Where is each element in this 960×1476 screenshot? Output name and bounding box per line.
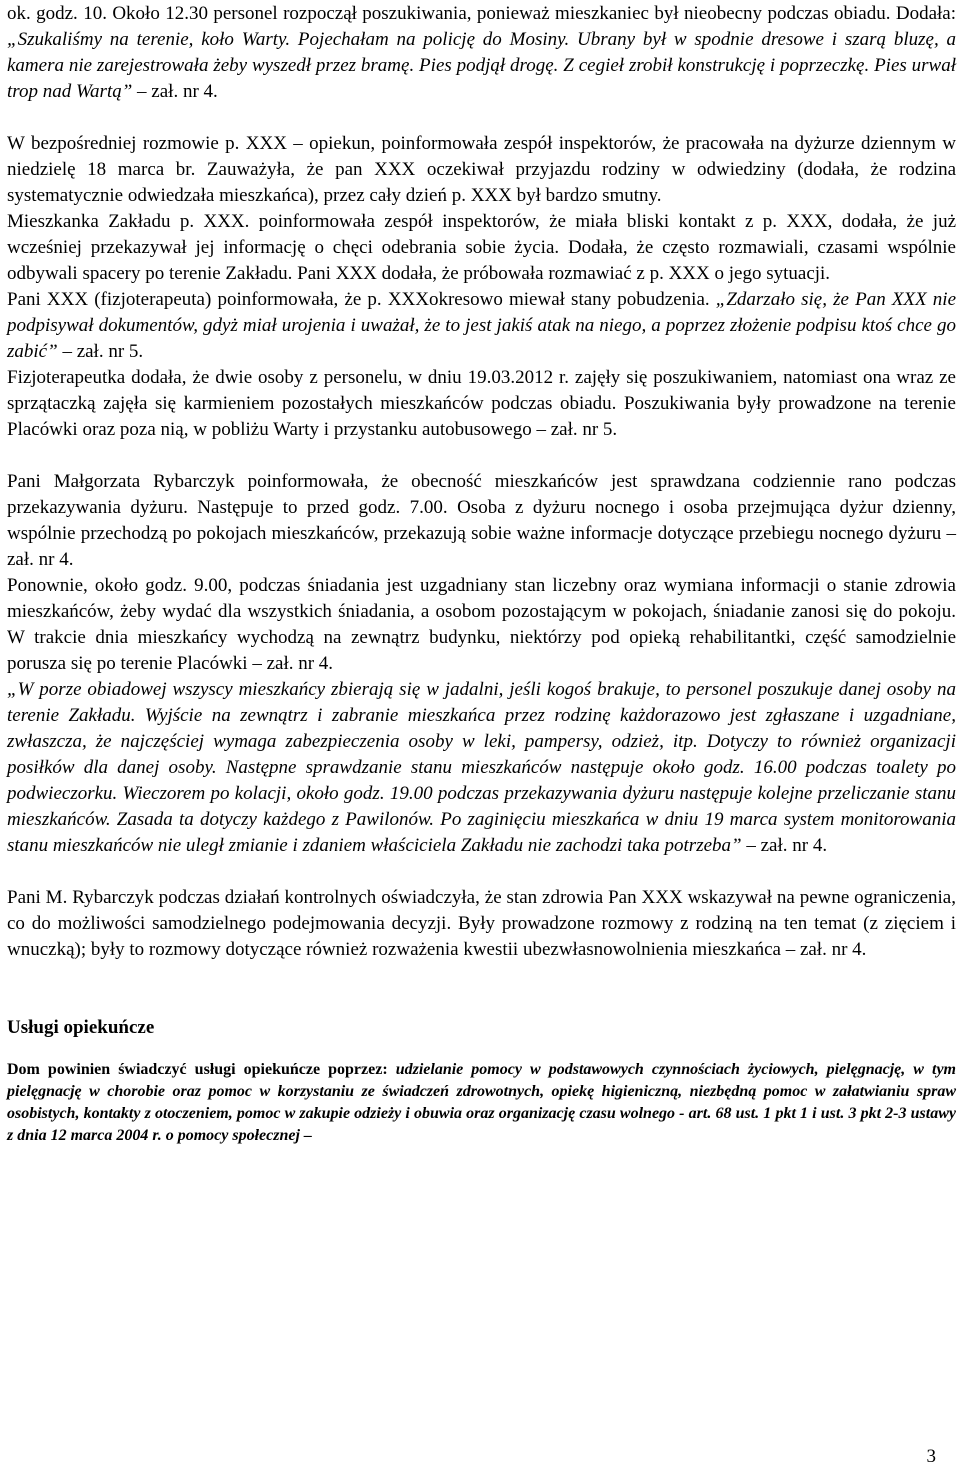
spacer: [7, 859, 956, 885]
legal-requirement: [7, 1059, 956, 1147]
section-heading: Usługi opiekuńcze: [7, 1017, 155, 1038]
legal-body: udzielanie pomocy w podstawowych czynnościach życiowych, pielęgnację, w tym pielęgnację w chorobie oraz pomoc w korzystaniu ze świadczeń zdrowotnych, opiekę higieniczną, niezbędną pomoc w załatwianiu spraw osobistych, kontakty z otoczeniem, pomoc w zakupie odzieży i obuwia oraz organizację czasu wolnego - art. 68 ust. 1 pkt 1 i ust. 3 pkt 2-3 ustawy z dnia 12 marca 2004 r. o pomocy społecznej –: [7, 1061, 956, 1144]
paragraph-physiotherapist: [7, 287, 956, 365]
legal-intro: Dom powinien świadczyć usługi opiekuńcze poprzez:: [7, 1061, 396, 1078]
document-page: [7, 1, 956, 1147]
text-run: ok. godz. 10. Około 12.30 personel rozpoczął poszukiwania, ponieważ mieszkaniec był nieobecny podczas obiadu. Dodała:: [7, 3, 956, 24]
attachment-ref: – zał. nr 4.: [741, 835, 828, 856]
page-number: 3: [926, 1446, 936, 1467]
attachment-ref: – zał. nr 5.: [57, 341, 144, 362]
paragraph-search-details: Fizjoterapeutka dodała, że dwie osoby z personelu, w dniu 19.03.2012 r. zajęły się poszukiwaniem, natomiast ona wraz ze sprzątaczką zajęła się karmieniem pozostałych mieszkańców podczas obiadu. Poszukiwania były prowadzone na terenie Placówki oraz poza nią, w pobliżu Warty i przystanku autobusowego – zał. nr 5.: [7, 367, 956, 440]
spacer: [7, 443, 956, 469]
quote-italic: „Szukaliśmy na terenie, koło Warty. Pojechałam na policję do Mosiny. Ubrany był w spodnie dresowe i szarą bluzę, a kamera nie zarejestrowała żeby wyszedł przez bramę. Pies podjął drogę. Z cegieł zrobił konstrukcję i poprzeczkę. Pies urwał trop nad Wartą”: [7, 29, 956, 102]
attachment-ref: – zał. nr 4.: [132, 81, 218, 102]
paragraph-search-account: [7, 1, 956, 105]
paragraph-resident-statement: Mieszkanka Zakładu p. XXX. poinformowała zespół inspektorów, że miała bliski kontakt z p. XXX, dodała, że już wcześniej przekazywał jej informację o chęci odebrania sobie życia. Dodała, że często rozmawiali, czasami wspólnie odbywali spacery po terenie Zakładu. Pani XXX dodała, że próbowała rozmawiać z p. XXX o jego sytuacji.: [7, 211, 956, 284]
paragraph-health-state: Pani M. Rybarczyk podczas działań kontrolnych oświadczyła, że stan zdrowia Pan XXX wskazywał na pewne ograniczenia, co do możliwości samodzielnego podejmowania decyzji. Były prowadzone rozmowy z rodziną na ten temat (z zięciem i wnuczką); były to rozmowy dotyczące również rozważenia kwestii ubezwłasnowolnienia mieszkańca – zał. nr 4.: [7, 887, 956, 960]
quote-italic: „W porze obiadowej wszyscy mieszkańcy zbierają się w jadalni, jeśli kogoś brakuje, to personel poszukuje danej osoby na terenie Zakładu. Wyjście na zewnątrz i zabranie mieszkańca przez rodzinę każdorazowo jest zgłaszane i uzgadniane, zwłaszcza, że najczęściej wymaga zabezpieczenia osoby w leki, pampersy, odzież, itp. Dotyczy to również organizacji posiłków dla danej osoby. Następne sprawdzanie stanu mieszkańców następuje około godz. 16.00 podczas toalety po podwieczorku. Wieczorem po kolacji, około godz. 19.00 podczas przekazywania dyżuru następuje kolejne przeliczanie stanu mieszkańców. Zasada ta dotyczy każdego z Pawilonów. Po zaginięciu mieszkańca w dniu 19 marca system monitorowania stanu mieszkańców nie uległ zmianie i zdaniem właściciela Zakładu nie zachodzi taka potrzeba”: [7, 679, 956, 856]
paragraph-attendance-check: Pani Małgorzata Rybarczyk poinformowała, że obecność mieszkańców jest sprawdzana codziennie rano podczas przekazywania dyżuru. Następuje to przed godz. 7.00. Osoba z dyżuru nocnego i osoba przejmująca dyżur dzienny, wspólnie przechodzą po pokojach mieszkańców, przekazują sobie ważne informacje dotyczące przebiegu nocnego dyżuru –zał. nr 4.: [7, 471, 956, 570]
spacer: [7, 105, 956, 131]
paragraph-lunch-procedure: [7, 677, 956, 859]
spacer: [7, 963, 956, 1015]
text-run: Pani XXX (fizjoterapeuta) poinformowała, że p. XXXokresowo miewał stany pobudzenia.: [7, 289, 716, 310]
paragraph-breakfast-check: Ponownie, około godz. 9.00, podczas śniadania jest uzgadniany stan liczebny oraz wymiana informacji o stanie zdrowia mieszkańców, żeby wydać dla wszystkich śniadania, a osobom pozostającym w pokojach, śniadanie zanosi się do pokoju. W trakcie dnia mieszkańcy wychodzą na zewnątrz budynku, niektórzy pod opieką rehabilitantki, część samodzielnie porusza się po terenie Placówki – zał. nr 4.: [7, 575, 956, 674]
quote-italic: „Zdarzało się, że Pan XXX nie podpisywał dokumentów, gdyż miał urojenia i uważał, że to jest jakiś atak na niego, a poprzez złożenie podpisu ktoś chce go zabić”: [7, 289, 956, 362]
paragraph-caregiver-interview: W bezpośredniej rozmowie p. XXX – opiekun, poinformowała zespół inspektorów, że pracowała na dyżurze dziennym w niedzielę 18 marca br. Zauważyła, że pan XXX oczekiwał przyjazdu rodziny w odwiedziny (dodała, że rodzina systematycznie odwiedzała mieszkańca), przez cały dzień p. XXX był bardzo smutny.: [7, 133, 956, 206]
